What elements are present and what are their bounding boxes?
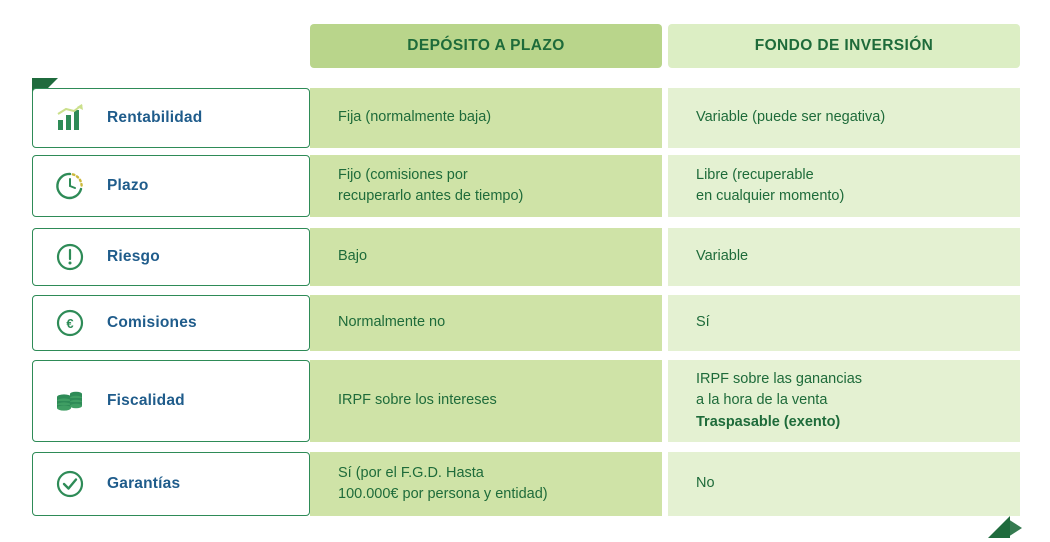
clock-dotted-icon [33,169,107,203]
table-row [32,228,1020,286]
euro-coin-icon [33,306,107,340]
bar-chart-icon [33,101,107,135]
table-header [0,24,1050,68]
cell-deposito [310,452,662,516]
table-row [32,295,1020,351]
check-circle-icon [33,467,107,501]
cell-line: Variable [696,248,749,265]
cell-line: Sí [696,314,710,331]
cell-fondo [668,295,1020,351]
cell-line: Fija (normalmente baja) [338,109,492,126]
row-label-cell [32,452,310,516]
row-label-text: Plazo [107,177,149,194]
table-row [32,360,1020,442]
exclamation-circle-icon [33,240,107,274]
cell-fondo [668,360,1020,442]
table-row [32,452,1020,516]
svg-text:€: € [66,316,74,331]
row-label-text: Comisiones [107,314,197,331]
row-label-cell [32,360,310,442]
cell-line: No [696,475,715,492]
row-label-text: Fiscalidad [107,392,185,409]
coins-stack-icon [33,384,107,418]
cell-fondo [668,452,1020,516]
cell-line: Variable (puede ser negativa) [696,109,886,126]
table-row [32,88,1020,148]
column-header-fondo [668,24,1020,68]
cell-deposito [310,295,662,351]
column-header-deposito [310,24,662,68]
row-label-text: Riesgo [107,248,160,265]
row-label-cell [32,295,310,351]
cell-line: recuperarlo antes de tiempo) [338,188,524,204]
cell-line-emphasis: Traspasable (exento) [696,413,841,430]
cell-line: a la hora de la venta [696,392,828,409]
column-header-fondo-label: FONDO DE INVERSIÓN [754,37,934,54]
row-label-cell [32,155,310,217]
corner-arrow-icon [1008,519,1022,537]
row-label-cell [32,228,310,286]
table-row [32,155,1020,217]
cell-fondo [668,88,1020,148]
cell-fondo [668,228,1020,286]
cell-line: Normalmente no [338,314,446,331]
cell-line: IRPF sobre las ganancias [696,371,863,388]
cell-line: IRPF sobre los intereses [338,392,497,409]
column-header-deposito-label: DEPÓSITO A PLAZO [407,37,565,54]
row-label-cell [32,88,310,148]
cell-line: Libre (recuperable [696,166,814,183]
cell-line: 100.000€ por persona y entidad) [338,486,548,502]
row-label-text: Rentabilidad [107,109,203,126]
cell-line: Sí (por el F.G.D. Hasta [338,464,484,481]
cell-deposito [310,360,662,442]
cell-deposito [310,228,662,286]
cell-deposito [310,88,662,148]
cell-deposito [310,155,662,217]
cell-line: en cualquier momento) [696,188,845,204]
cell-line: Fijo (comisiones por [338,166,468,183]
cell-fondo [668,155,1020,217]
cell-line: Bajo [338,248,368,265]
row-label-text: Garantías [107,475,181,492]
corner-decoration-bottom-right [988,516,1010,538]
